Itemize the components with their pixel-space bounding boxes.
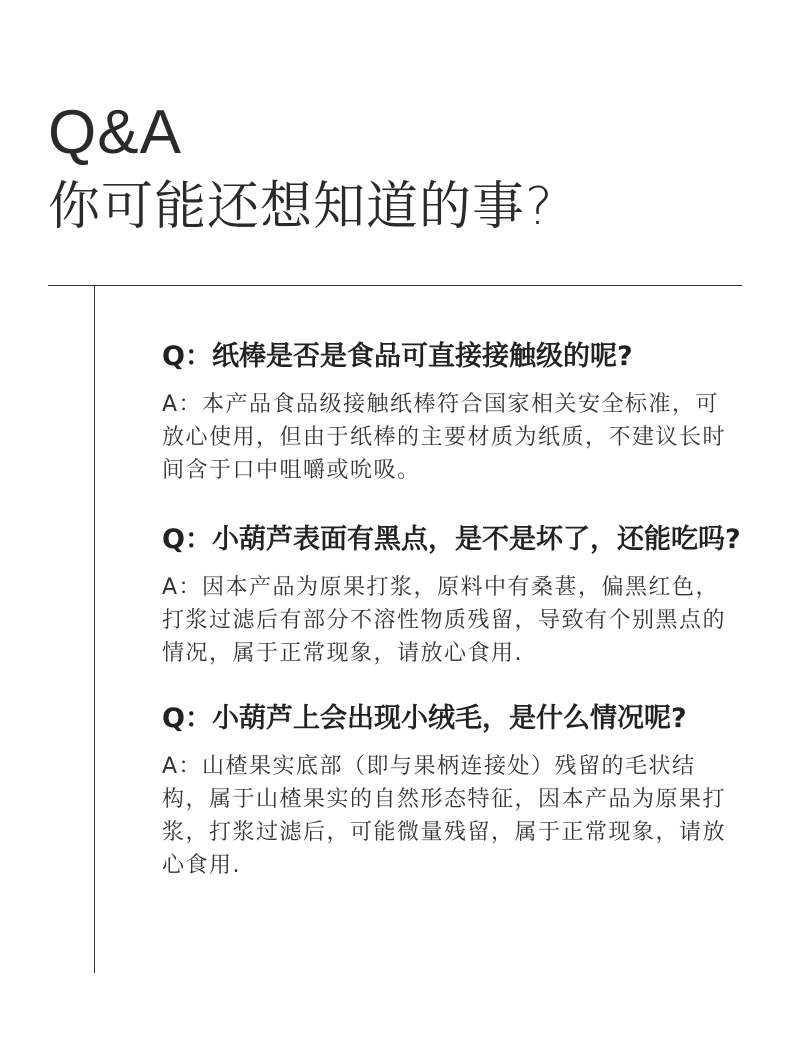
question-prefix: Q：: [162, 703, 212, 734]
question-prefix: Q：: [162, 341, 212, 372]
question-prefix: Q：: [162, 524, 212, 555]
heading-subtitle: 你可能还想知道的事?: [48, 177, 554, 237]
faq-answer: A：本产品食品级接触纸棒符合国家相关安全标准，可放心使用，但由于纸棒的主要材质为纸质，不建议长时间含于口中咀嚼或吮吸。: [162, 392, 727, 483]
heading-qa-title: Q&A: [48, 98, 182, 167]
faq-question: [162, 338, 752, 376]
faq-answer: A：山楂果实底部（即与果柄连接处）残留的毛状结构，属于山楂果实的自然形态特征，因本产品为原果打浆，打浆过滤后，可能微量残留，属于正常现象，请放心食用.: [162, 754, 727, 878]
vertical-divider: [94, 285, 95, 973]
faq-list: [162, 338, 752, 914]
faq-answer: A：因本产品为原果打浆，原料中有桑葚，偏黑红色，打浆过滤后有部分不溶性物质残留，导致有个别黑点的情况，属于正常现象，请放心食用.: [162, 575, 727, 666]
page-heading: [48, 96, 748, 244]
horizontal-divider: [48, 285, 742, 286]
faq-question: [162, 521, 752, 559]
question-text: 小葫芦表面有黑点，是不是坏了，还能吃吗?: [211, 524, 741, 555]
faq-question: [162, 700, 752, 738]
faq-item: [162, 521, 752, 670]
question-text: 纸棒是否是食品可直接接触级的呢?: [211, 341, 633, 372]
faq-item: [162, 700, 752, 882]
question-text: 小葫芦上会出现小绒毛，是什么情况呢?: [211, 703, 687, 734]
faq-item: [162, 338, 752, 487]
